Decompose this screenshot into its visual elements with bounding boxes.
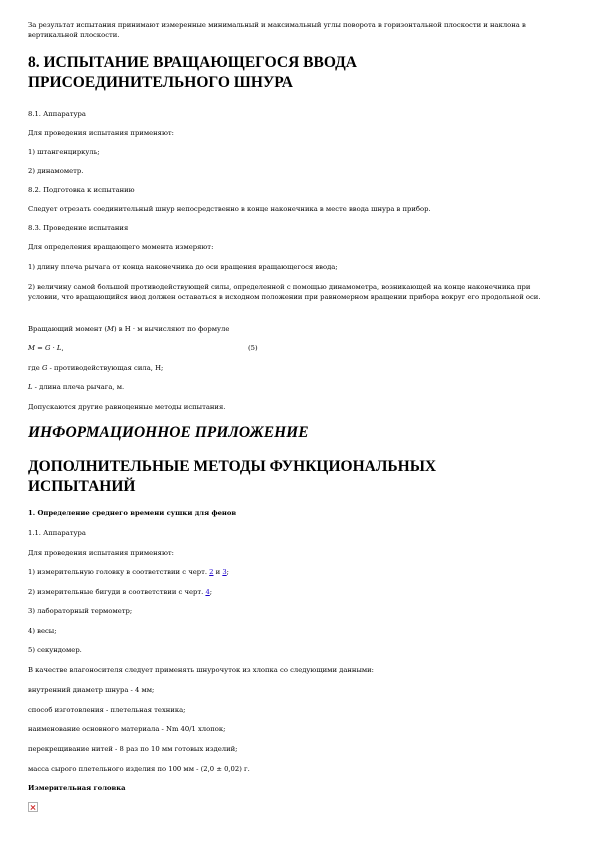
apparatus-item-2: 2) динамометр.: [28, 167, 84, 175]
appendix-item-5: 5) секундомер.: [28, 646, 82, 654]
variable-g-definition: где G - противодействующая сила, Н;: [28, 364, 164, 372]
additional-methods-heading-line1: ДОПОЛНИТЕЛЬНЫЕ МЕТОДЫ ФУНКЦИОНАЛЬНЫХ: [28, 458, 437, 475]
procedure-item-1: 1) длину плеча рычага от конца наконечника до оси вращения вращающегося ввода;: [28, 263, 338, 271]
broken-image-icon: [28, 802, 38, 812]
cord-inner-diameter: внутренний диаметр шнура - 4 мм;: [28, 686, 155, 694]
section-8-heading-line1: 8. ИСПЫТАНИЕ ВРАЩАЮЩЕГОСЯ ВВОДА: [28, 54, 357, 71]
figure-3-link[interactable]: 3: [222, 568, 227, 576]
variable-l-definition: L - длина плеча рычага, м.: [28, 383, 125, 391]
subsection-8-1-title: 8.1. Аппаратура: [28, 110, 86, 118]
moment-formula-intro: Вращающий момент (M) в Н · м вычисляют по формуле: [28, 325, 230, 333]
formula-number: (5): [248, 344, 258, 352]
procedure-intro: Для определения вращающего момента измеряют:: [28, 243, 214, 251]
measuring-head-caption: Измерительная головка: [28, 784, 126, 792]
apparatus-intro: Для проведения испытания применяют:: [28, 129, 174, 137]
appendix-item-1: 1) измерительную головку в соответствии с черт. 2 и 3;: [28, 568, 229, 576]
cord-base-material: наименование основного материала - Nm 40/1 хлопок;: [28, 725, 226, 733]
additional-methods-heading: [28, 457, 568, 497]
appendix-apparatus-intro: Для проведения испытания применяют:: [28, 549, 174, 557]
moisture-carrier-intro: В качестве влагоносителя следует применять шнурочуток из хлопка со следующими данными:: [28, 666, 374, 674]
informational-appendix-heading: ИНФОРМАЦИОННОЕ ПРИЛОЖЕНИЕ: [28, 424, 309, 441]
subsection-8-2-title: 8.2. Подготовка к испытанию: [28, 186, 135, 194]
cord-thread-crossing: перекрещивание нитей - 8 раз по 10 мм готовых изделий;: [28, 745, 238, 753]
alternative-methods-note: Допускаются другие равноценные методы испытания.: [28, 403, 226, 411]
subsection-8-3-title: 8.3. Проведение испытания: [28, 224, 129, 232]
cord-manufacturing-method: способ изготовления - плетельная техника;: [28, 706, 186, 714]
section-8-heading: [28, 53, 568, 93]
moment-formula: M = G · L, (5): [28, 344, 258, 352]
section-8-heading-line2: ПРИСОЕДИНИТЕЛЬНОГО ШНУРА: [28, 74, 293, 91]
intro-paragraph: За результат испытания принимают измеренные минимальный и максимальный углы поворота в горизонтальной плоскости и наклона в вертикальной плоскости.: [28, 21, 526, 39]
figure-2-link[interactable]: 2: [209, 568, 214, 576]
appendix-item-4: 4) весы;: [28, 627, 57, 635]
additional-methods-heading-line2: ИСПЫТАНИЙ: [28, 478, 136, 495]
figure-4-link[interactable]: 4: [205, 588, 210, 596]
preparation-text: Следует отрезать соединительный шнур непосредственно в конце наконечника в месте ввода шнура в прибор.: [28, 205, 431, 213]
appendix-item-2: 2) измерительные бигуди в соответствии с черт. 4;: [28, 588, 213, 596]
apparatus-item-1: 1) штангенциркуль;: [28, 148, 100, 156]
procedure-item-2: 2) величину самой большой противодействующей силы, определенной с помощью динамометра, возникающей на конце наконечника при условии, что вращающийся ввод должен оставаться в исходном положении при равномерном вращении прибора вокруг его продольной оси.: [28, 283, 541, 301]
appendix-section-1-title: 1. Определение среднего времени сушки для фенов: [28, 509, 237, 517]
appendix-subsection-1-1-title: 1.1. Аппаратура: [28, 529, 86, 537]
cord-wet-mass: масса сырого плетельного изделия по 100 мм - (2,0 ± 0,02) г.: [28, 765, 250, 773]
appendix-item-3: 3) лабораторный термометр;: [28, 607, 133, 615]
